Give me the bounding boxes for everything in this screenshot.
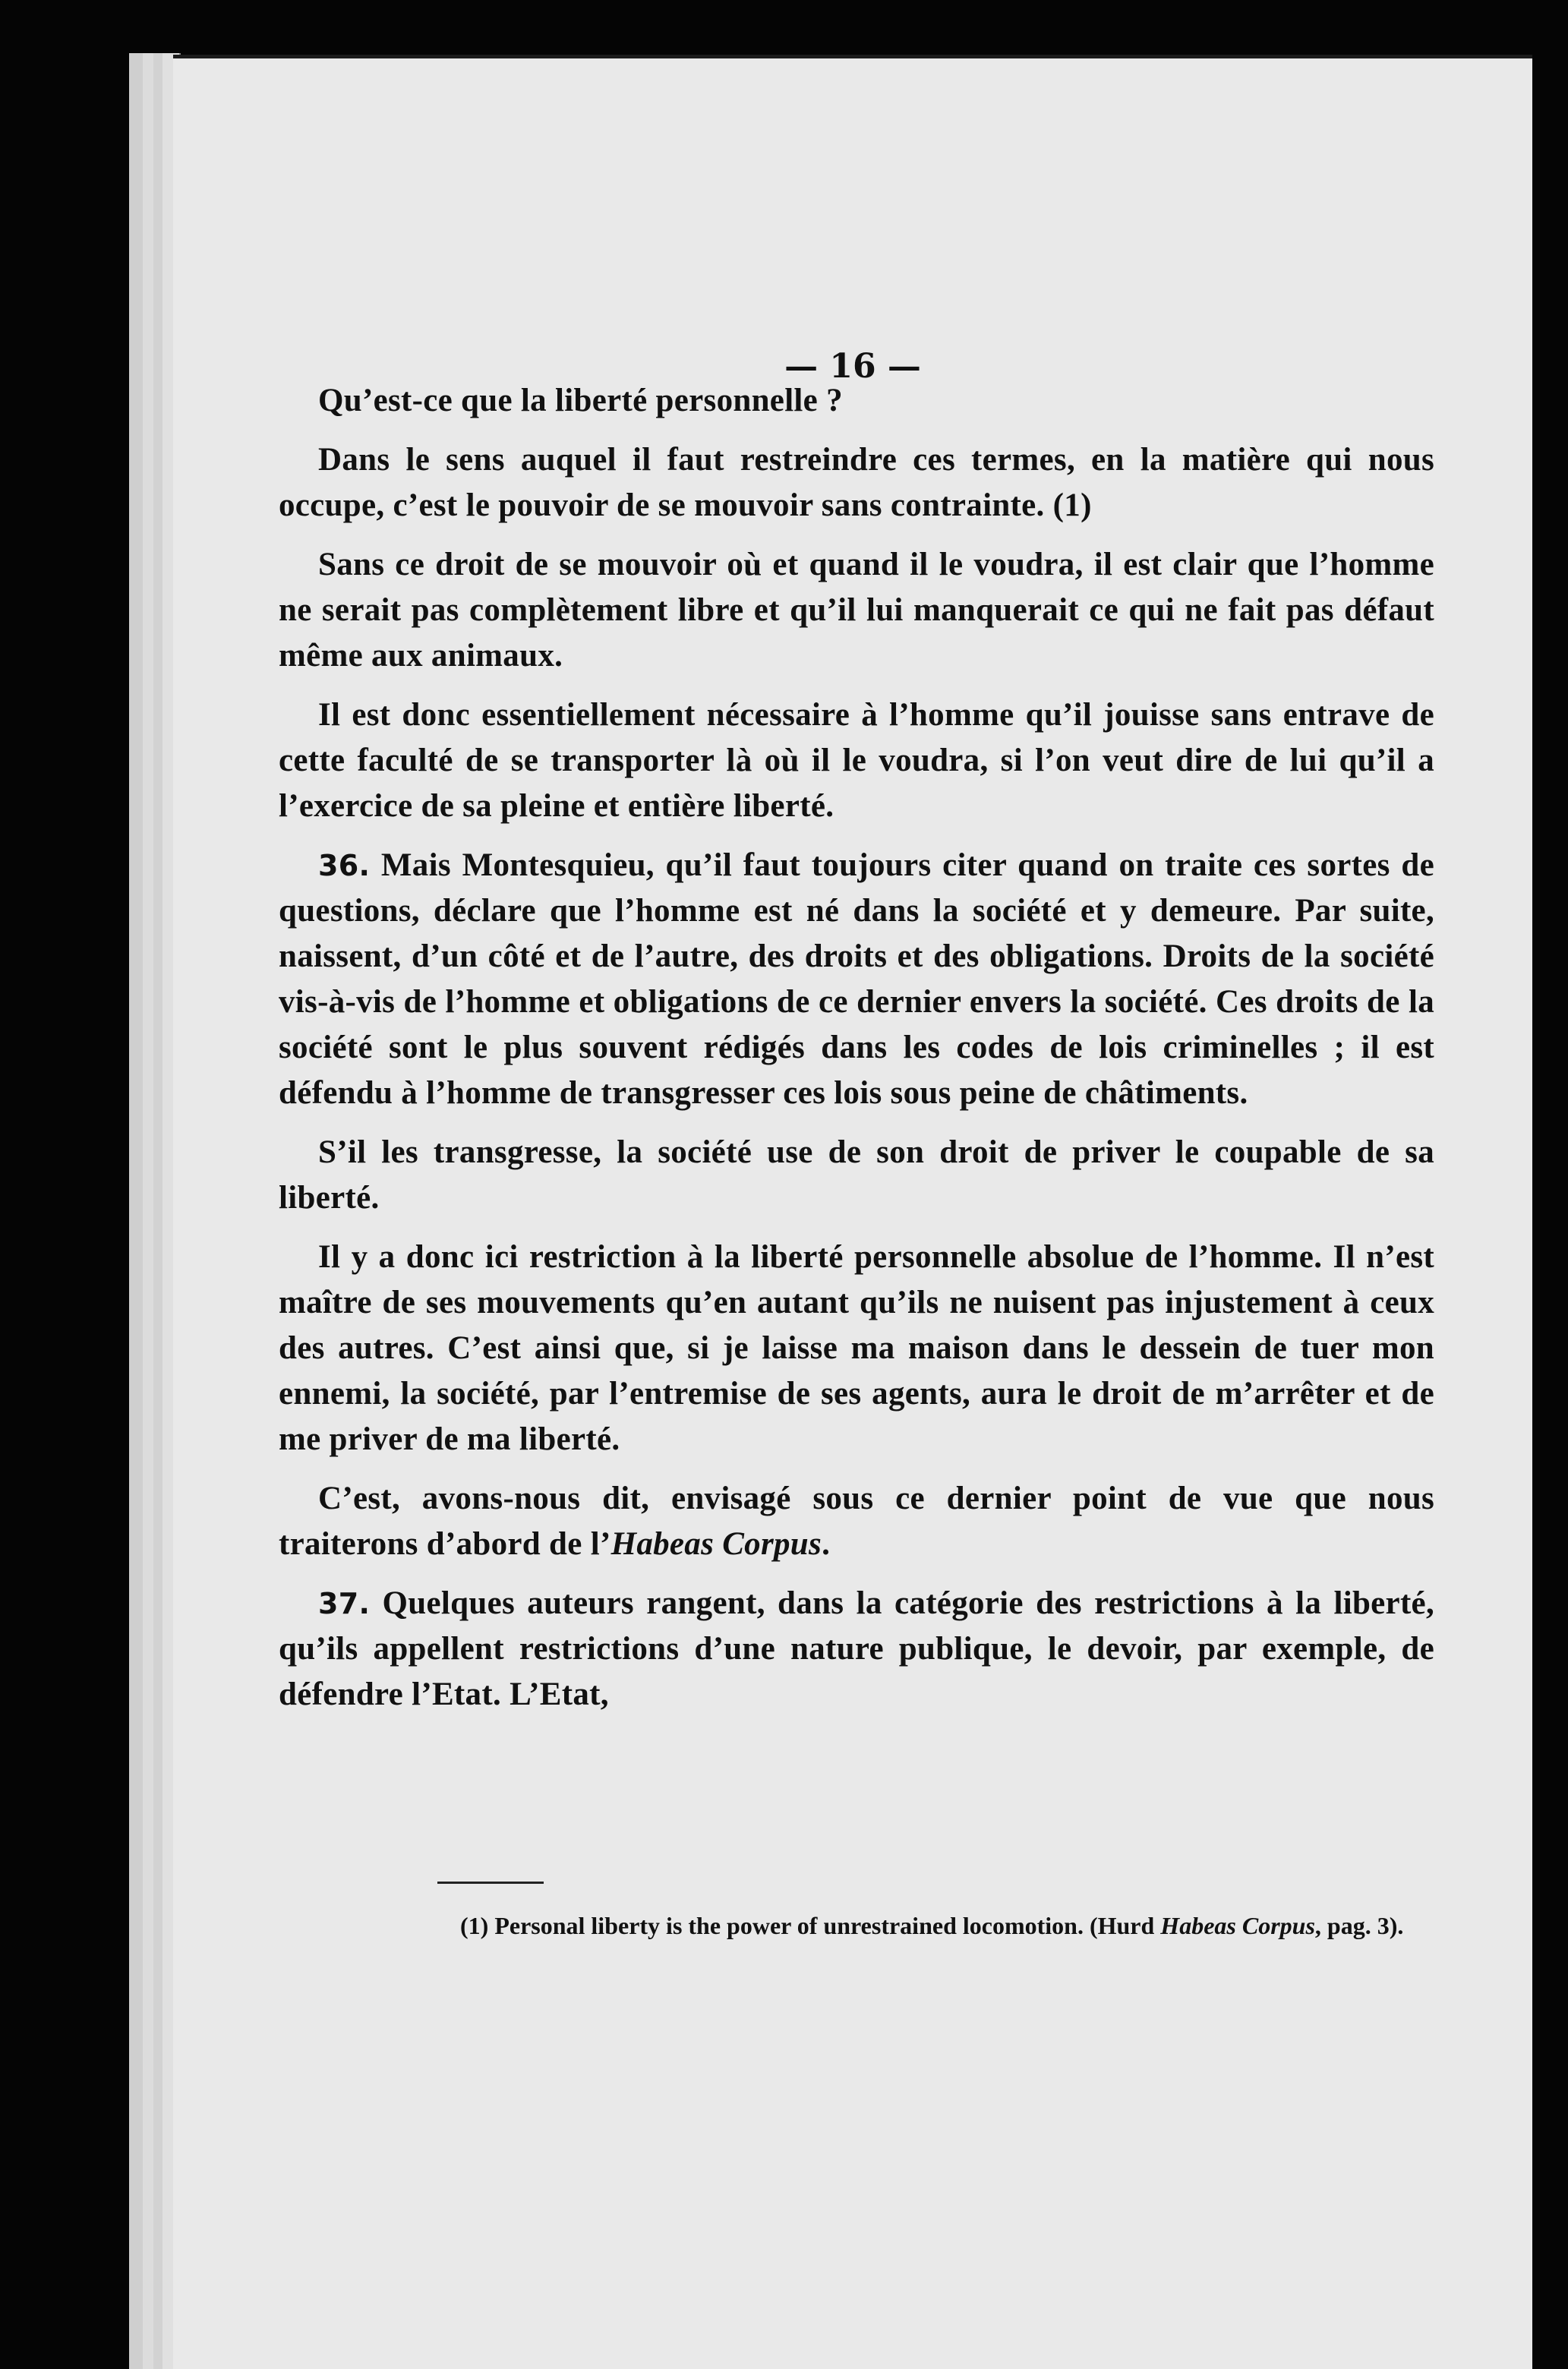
footnote-text: Personal liberty is the power of unrestrained locomotion. (Hurd <box>494 1912 1155 1939</box>
paragraph <box>279 378 1434 424</box>
footnote-divider <box>437 1882 544 1884</box>
paragraph <box>279 437 1434 528</box>
paragraph-text: Mais Montesquieu, qu’il faut toujours citer quand on traite ces sortes de questions, déclare que l’homme est né dans la société et y demeure. Par suite, naissent, d’un côté et de l’autre, des droits et des obligations. Droits de la société vis-à-vis de l’homme et obligations de ce dernier envers la société. Ces droits de la société sont le plus souvent rédigés dans les codes de lois criminelles ; il est défendu à l’homme de transgresser ces lois sous peine de châtiments. <box>279 847 1434 1111</box>
paragraph-36 <box>279 843 1434 1116</box>
page-number: — 16 — <box>784 347 921 386</box>
paragraph <box>279 1476 1434 1567</box>
paragraph <box>279 542 1434 679</box>
paragraph-text: Quelques auteurs rangent, dans la catégorie des restrictions à la liberté, qu’ils appellent restrictions d’une nature publique, le devoir, par exemple, de défendre l’Etat. L’Etat, <box>279 1585 1434 1712</box>
footnote-marker: (1) <box>460 1912 489 1939</box>
paragraph <box>279 692 1434 829</box>
paragraph-text: Qu’est-ce que la liberté personnelle ? <box>318 383 843 418</box>
paragraph <box>279 1235 1434 1462</box>
paragraph-number: 36. <box>318 849 371 882</box>
paragraph-37 <box>279 1581 1434 1718</box>
footnote-reference: (1) <box>1052 487 1092 523</box>
paragraph <box>279 1130 1434 1221</box>
paragraph-text: Il y a donc ici restriction à la liberté personnelle absolue de l’homme. Il n’est maître de ses mouvements qu’en autant qu’ils ne nuisent pas injustement à ceux des autres. C’est ainsi que, si je laisse ma maison dans le dessein de tuer mon ennemi, la société, par l’entremise de ses agents, aura le droit de m’arrêter et de me priver de ma liberté. <box>279 1239 1434 1457</box>
footnote <box>393 1904 1426 1947</box>
paragraph-text: Sans ce droit de se mouvoir où et quand il le voudra, il est clair que l’homme ne serait pas complètement libre et qu’il lui manquerait ce qui ne fait pas défaut même aux animaux. <box>279 547 1434 673</box>
paragraph-text: Dans le sens auquel il faut restreindre ces termes, en la matière qui nous occupe, c’est le pouvoir de se mouvoir sans contrainte. <box>279 442 1434 523</box>
paragraph-number: 37. <box>318 1587 371 1620</box>
body-text <box>279 378 1434 1731</box>
paragraph-text: C’est, avons-nous dit, envisagé sous ce dernier point de vue que nous traiterons d’abord de l’ <box>279 1481 1434 1562</box>
paragraph-text-end: . <box>822 1526 831 1562</box>
paragraph-text: S’il les transgresse, la société use de son droit de priver le coupable de sa liberté. <box>279 1134 1434 1216</box>
footnote-source-end: , pag. 3). <box>1314 1912 1404 1939</box>
footnote-source: Habeas Corpus <box>1160 1912 1315 1939</box>
italic-title: Habeas Corpus <box>610 1526 822 1562</box>
paragraph-text: Il est donc essentiellement nécessaire à l’homme qu’il jouisse sans entrave de cette faculté de se transporter là où il le voudra, si l’on veut dire de lui qu’il a l’exercice de sa pleine et entière liberté. <box>279 697 1434 824</box>
